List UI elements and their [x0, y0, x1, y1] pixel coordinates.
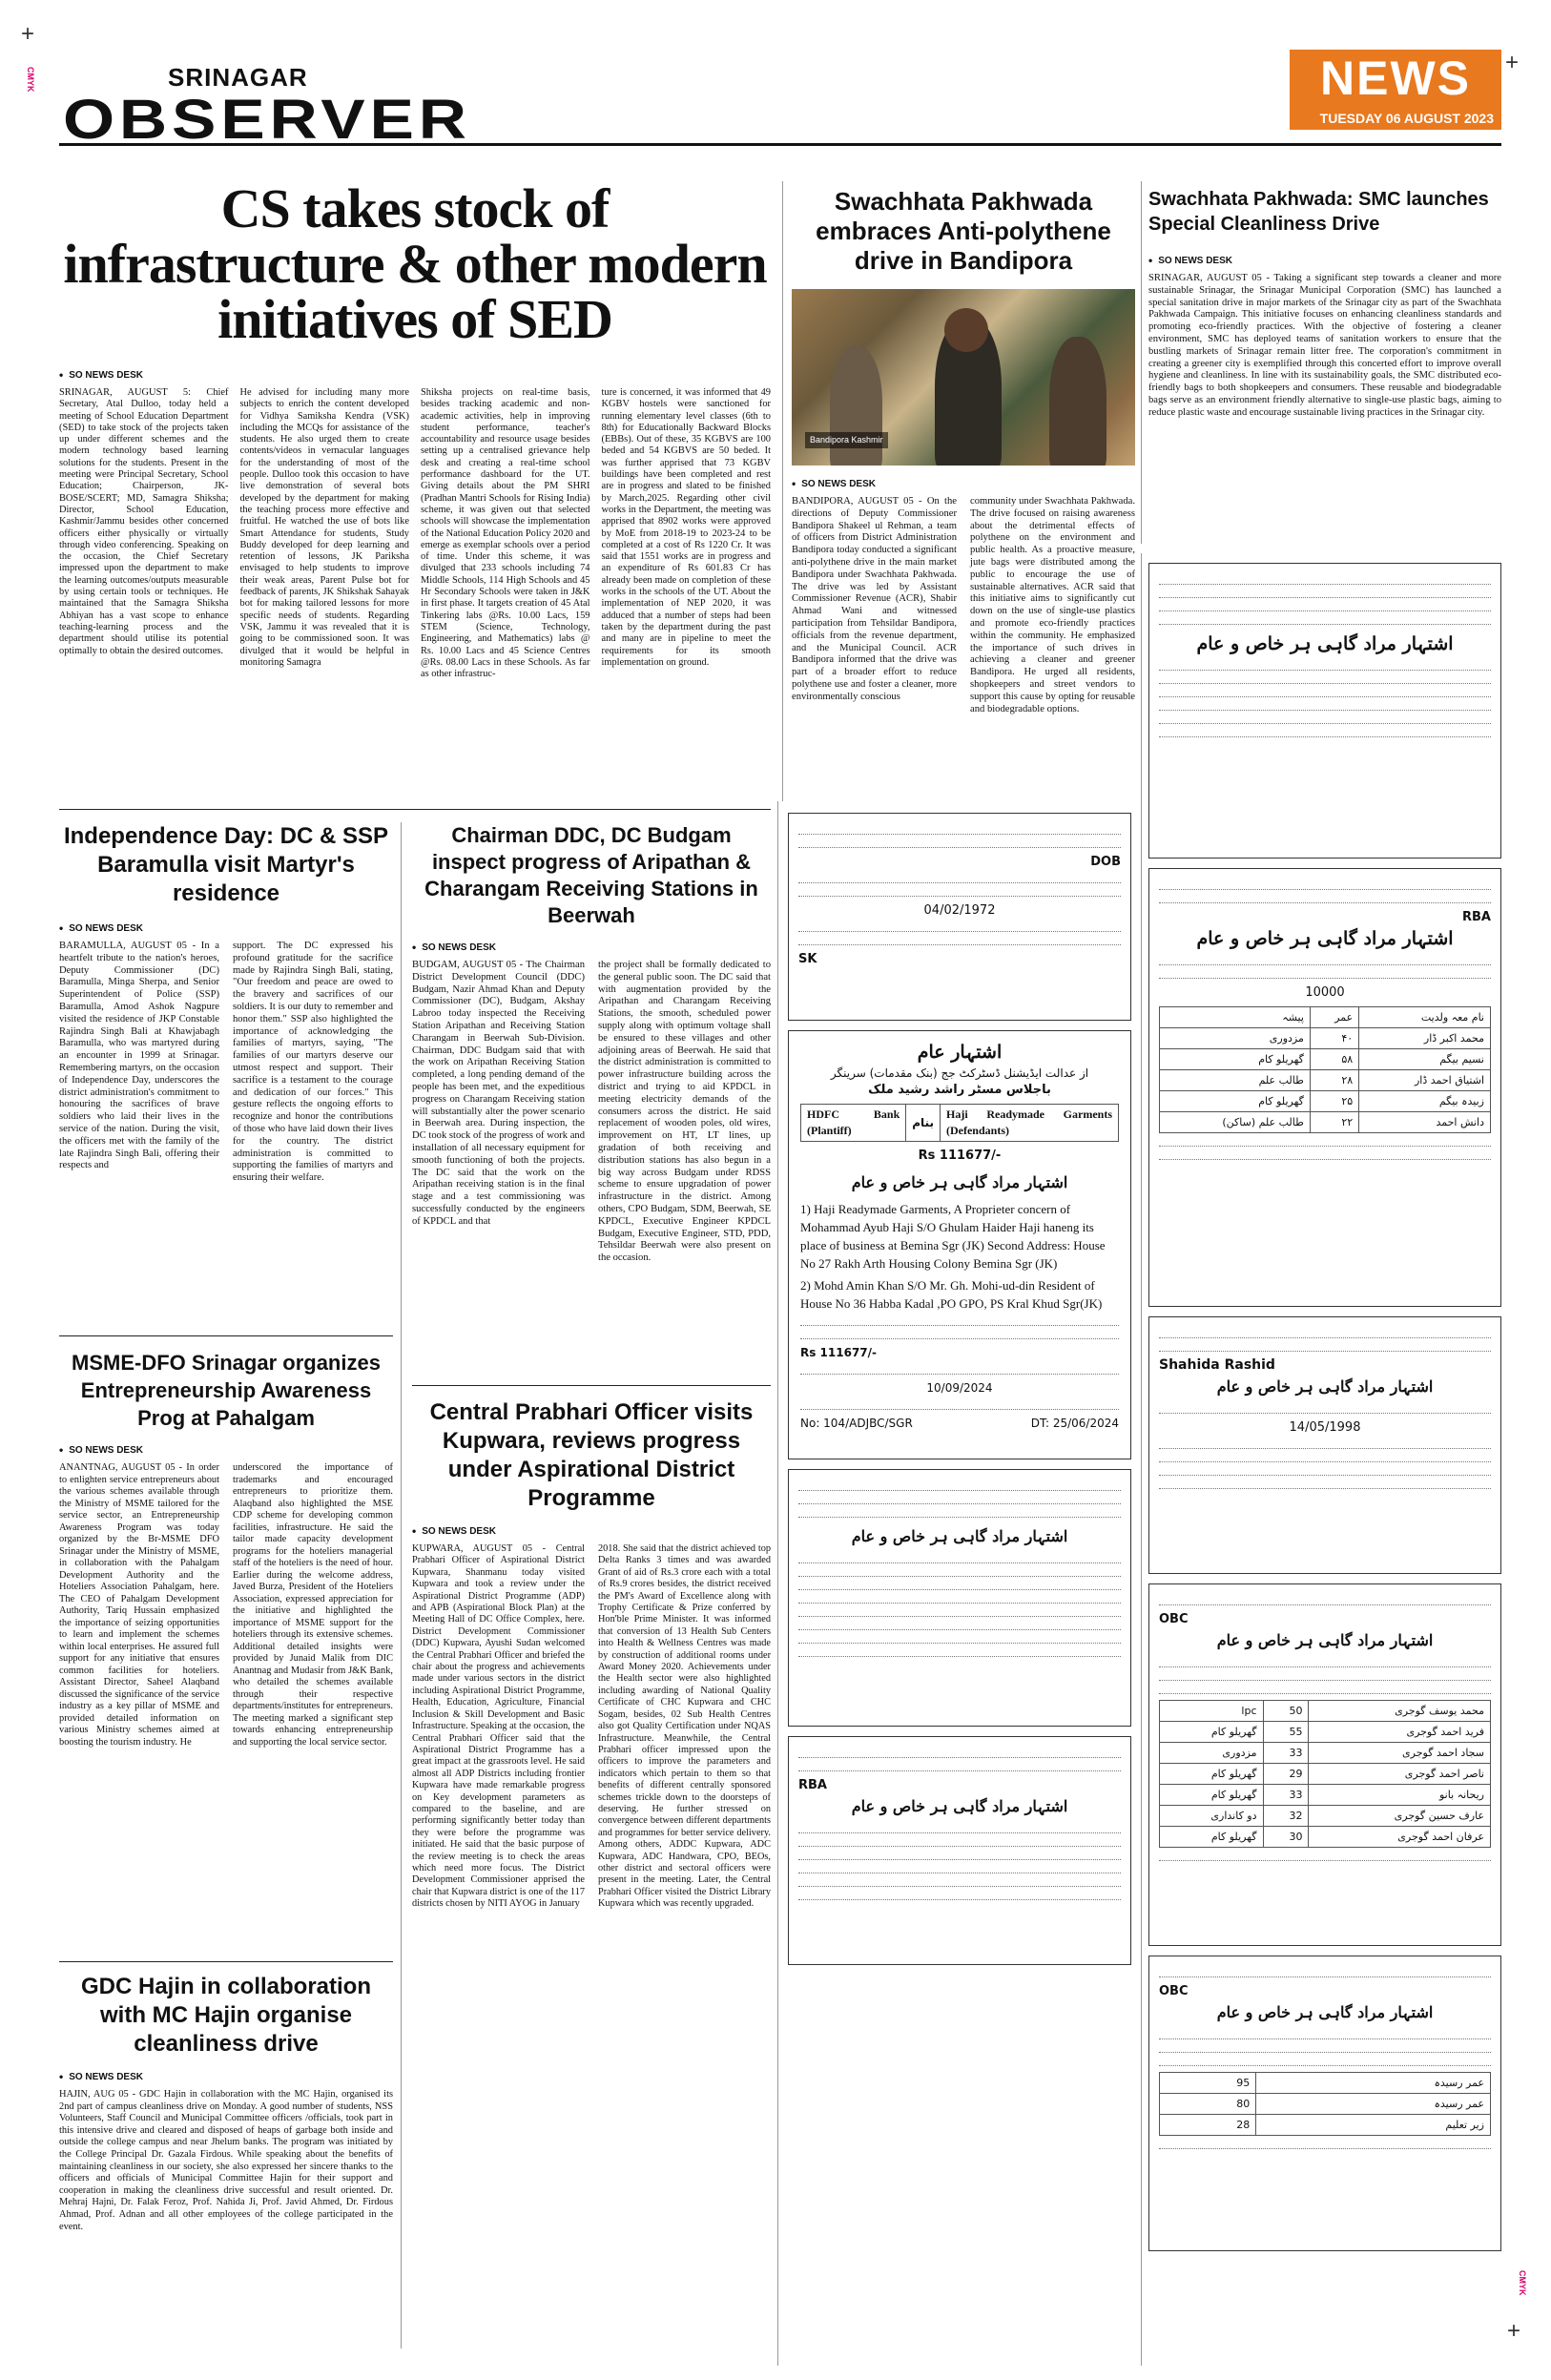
story-baramulla	[59, 822, 393, 1185]
notice-text-line	[1159, 2059, 1491, 2066]
applicant-name: Shahida Rashid	[1159, 1357, 1275, 1373]
cmyk-strip: CMYK	[1518, 2270, 1527, 2296]
table-cell: گھریلو کام	[1160, 1722, 1264, 1743]
headline: Chairman DDC, DC Budgam inspect progress of Aripathan & Charangam Receiving Stations in Beerwah	[424, 823, 758, 927]
column: SRINAGAR, AUGUST 5: Chief Secretary, Atal Dulloo, today held a meeting of School Education Department (SED) to take stock of the projects taken up under different schemes and the modern technology based learning solutions for the students. Present in the meeting were Principal Secretary, School Education; Chairperson, JK-BOSE/SCERT; MD, Samagra Shiksha; Director, School Education, Kashmir/Jammu besides other concerned officers either physically or virtually through video conferencing. Speaking on the occasion, the Chief Secretary impressed upon the department to make the learning outcomes/outputs measurable by using certain tools or techniques. He maintained that the Samagra Shiksha Abhiyan has a vast scope to enhance teaching-learning process and the department should utilise its potential optimally to obtain the desired outcomes.	[59, 387, 229, 656]
divider	[777, 801, 778, 2366]
notice-text-line	[798, 889, 1121, 897]
notice-text-line	[798, 1826, 1121, 1833]
table-row	[1160, 1764, 1491, 1785]
notice-text-line	[1159, 716, 1491, 724]
column: KUPWARA, AUGUST 05 - Central Prabhari Officer of Aspirational District Kupwara, Shanmanu today visited Kupwara and took a review under the Aspirational District Programme (ADP) and APB (Aspirational Block Plan) at the Meeting Hall of DC Office Complex, here. District Development Commissioner (DDC) Kupwara, Ayushi Sudan welcomed the Central Prabhari Officer and briefed the chair about the progress and achievements made under various sectors in the district including Aspirational District Programme, Health, Education, Agriculture, Financial Inclusion & Skill Development and Basic Infrastructure. Speaking at the occasion, the Central Prabhari Officer said that the Aspirational District Programme has a great impact at the grassroots level. He said almost all ADP Districts including frontier Kupwara have made remarkable progress on Key development parameters as compared to the baseline, and are performing significantly better today than they were before the programme was initiated. He said that the basic purpose of the review meeting is to check the areas which need more focus. The District Development Commissioner apprised the chair that Kupwara district is one of the 117 districts chosen by NITI AYOG in January	[412, 1543, 585, 1910]
table-row	[1160, 2094, 1491, 2115]
story-body	[59, 387, 771, 680]
notice-text-line	[798, 1866, 1121, 1873]
notice-text-line	[1159, 617, 1491, 625]
table-cell: نام معہ ولدیت	[1359, 1007, 1491, 1028]
table-cell: گھریلو کام	[1160, 1785, 1264, 1806]
party-2: 2) Mohd Amin Khan S/O Mr. Gh. Mohi-ud-din Resident of House No 36 Habba Kadal ,PO GPO, PS Kral Khud Sgr(JK)	[800, 1278, 1103, 1311]
notice-text-line	[1159, 1441, 1491, 1449]
table-row	[1160, 1112, 1491, 1133]
registration-mark: +	[21, 21, 35, 47]
notice-text-line	[798, 1764, 1121, 1771]
notice-box	[1148, 563, 1501, 859]
story-smc	[1148, 187, 1501, 420]
table-cell: 80	[1160, 2094, 1256, 2115]
table-row	[1160, 1701, 1491, 1722]
masthead-small: SRINAGAR	[168, 63, 308, 92]
column: ture is concerned, it was informed that 49 KGBV hostels were sanctioned for running elementary level classes (6th to 8th) for Educationally Backward Blocks (EBBs). Out of these, 35 KGBVS are 100 beded and 54 KGBVS are 50 beded. It was further apprised that 73 KGBV buildings have been completed and rest are in progress and slated to be finished by March,2025. Regarding other civil works in the Department, the meeting was apprised that 8902 works were approved by MoE from 2018-19 to 2023-24 to be completed at a cost of Rs 1220 Cr. It was said that 1551 works are in progress and an expenditure of Rs 601.83 Cr has already been made on completion of these works in the schools of the UT. About the implementation of NEP 2020, it was adduced that a number of steps had been taken by the department during the past and many are in pipeline to meet the requirements for its smooth implementation on ground.	[601, 387, 771, 668]
notice-text-line	[798, 1649, 1121, 1657]
byline-text: • SO NEWS DESK	[69, 922, 143, 934]
table-cell: زبیدہ بیگم	[1359, 1091, 1491, 1112]
table-cell: 55	[1263, 1722, 1309, 1743]
column: Shiksha projects on real-time basis, besides tracking academic and non-academic activities, help in improving student performance, teacher's accountability and resource usage besides setting up a centralised grievance help desk and creating a real-time school performance dashboard for the UT. Giving details about the PM SHRI (Pradhan Mantri Schools for Rising India) scheme, it was given out that selected schools will showcase the implementation of the National Education Policy 2020 and emerge as exemplar schools over a period of time. Under this scheme, it was divulged that 233 schools including 74 Middle Schools, 114 High Schools and 45 Hr Secondary Schools were taken in J&K in first phase. It targets creation of 45 Atal Tinkering labs @Rs. 10.00 Lacs, 159 STEM (Science, Technology, Engineering, and Mathematics) labs @ Rs. 10.00 Lacs and 45 Science Centres @Rs. 08.00 Lacs in these Schools. As far as other infrastruc-	[421, 387, 590, 680]
case-footer	[800, 1416, 1119, 1432]
notice-text-line	[800, 1367, 1119, 1375]
table-cell: 28	[1160, 2115, 1256, 2136]
headline: Central Prabhari Officer visits Kupwara, reviews progress under Aspirational District Programme	[429, 1399, 754, 1511]
notice-text-line	[1159, 577, 1491, 585]
column: support. The DC expressed his profound gratitude for the sacrifice made by Rajindra Singh Bali, stating, "Our freedom and peace are owed to the bravery and sacrifices of our soldiers. It is our duty to remember and honor them." SSP also highlighted the importance of acknowledging the families of martyrs, saying, "The families of our martyrs deserve our utmost respect and support. Their sacrifice is a testament to the courage and dedication of our forces." This gesture reflects the ongoing efforts to recognize and honor the contributions of those who have laid down their lives for the country. The district administration is committed to supporting the families of martyrs and ensuring their welfare.	[233, 941, 393, 1184]
notice-text-line	[1159, 2142, 1491, 2149]
table-cell: ۲۸	[1310, 1070, 1358, 1091]
claim-amount: Rs 111677/-	[918, 1149, 1002, 1163]
table-cell: 33	[1263, 1785, 1309, 1806]
notice-text-line	[1159, 1139, 1491, 1147]
notice-box	[788, 813, 1131, 1021]
notice-text-line	[1159, 1660, 1491, 1667]
table-row	[1160, 1049, 1491, 1070]
notice-text-line	[798, 1583, 1121, 1590]
rule	[59, 1961, 393, 1962]
byline	[59, 1443, 393, 1457]
table-cell: 29	[1263, 1764, 1309, 1785]
case-date: DT: 25/06/2024	[1030, 1417, 1119, 1430]
table-row	[1160, 2073, 1491, 2094]
byline	[412, 941, 771, 954]
table-cell: 95	[1160, 2073, 1256, 2094]
obc-label: OBC	[1159, 1984, 1189, 1998]
rba-label: RBA	[1462, 910, 1491, 924]
notice-text-line	[1159, 2032, 1491, 2039]
notice-text-line	[1159, 1687, 1491, 1694]
column: BANDIPORA, AUGUST 05 - On the directions of Deputy Commissioner Bandipora Shakeel ul Rehman, a team of officers from District Administration Bandipora today conducted a significant anti-polythene drive in the main market Bandipora under Swachhata Pakhwada. The drive was led by Assistant Commissioner Revenue (ACR), Shabir Ahmad Wani and witnessed participation from Tehsildar Bandipora, officials from the revenue department, and the Municipal Council. ACR Bandipora informed that the drive was part of a broader effort to reduce polythene use and foster a cleaner, more environmentally conscious	[792, 496, 957, 702]
notice-text-line	[798, 1497, 1121, 1504]
column: community under Swachhata Pakhwada. The drive focused on raising awareness about the detrimental effects of polythene on the environment and public health. As a proactive measure, jute bags were distributed among the public to encourage the use of sustainable alternatives. ACR said that this initiative aims to significantly cut down on the use of single-use plastics and promote eco-friendly practices within the community. He emphasized the importance of such drives in achieving a cleaner and greener Bandipora. He urged all residents, shopkeepers and street vendors to support this cause by opting for reusable and biodegradable options.	[970, 496, 1135, 714]
case-number: No: 104/ADJBC/SGR	[800, 1417, 913, 1430]
story-cs	[59, 177, 771, 680]
notice-title: اشتہار مراد گاہی ہر خاص و عام	[1216, 1631, 1434, 1649]
section-header	[1290, 50, 1501, 130]
notice-text-line	[1159, 1331, 1491, 1338]
column: underscored the importance of trademarks and encouraged entrepreneurs to prioritize them. Alaqband also highlighted the MSE CDP scheme for developing common facilities, infrastructure. He said the tailor made capacity development programs for the hoteliers managerial staff of the hoteliers is the need of hour. Earlier during the welcome address, Javed Burza, President of the Hoteliers Association, expressed appreciation for the initiative and highlighted the importance of MSME support for the hoteliers through its extensive schemes. Additional detailed insights were provided by Junaid Malik from DIC Anantnag and Mudasir from J&K Bank, who detailed the schemes available through their respective departments/institutes for entrepreneurs. The meeting marked a significant step towards enhancing entrepreneurship and supporting the local service sector.	[233, 1462, 393, 1748]
table-cell: عارف حسین گوجری	[1309, 1806, 1491, 1827]
notice-text-line	[1159, 2045, 1491, 2053]
table-cell: گھریلو کام	[1160, 1091, 1311, 1112]
table-cell: عمر رسیدہ	[1256, 2073, 1491, 2094]
notice-title: اشتہار مراد گاہی ہر خاص و عام	[1196, 928, 1454, 949]
story-body	[59, 941, 393, 1185]
story-body	[792, 496, 1135, 715]
table-cell: طالب علم (ساکن)	[1160, 1112, 1311, 1133]
notice-title: اشتہار مراد گاہی ہر خاص و عام	[1216, 1377, 1434, 1396]
story-body: HAJIN, AUG 05 - GDC Hajin in collaboration with the MC Hajin, organised its 2nd part of campus cleanliness drive on Monday. A good number of students, NSS Volunteers, Staff Council and Municipal Committee officers /officials, took part in this intensive drive and cleared and disposed of heaps of garbage both inside and outside the college campus and near Jhelum banks. The program was initiated by the College Principal Dr. Gazala Firdous. While speaking about the benefits of maintaining cleanliness in our society, she also expressed her sincere thanks to the officers and officials of Municipal Committee Hajin for their support and cooperation in making the cleanliness drive successful and result oriented. Dr. Mehraj Hajni, Dr. Falak Feroz, Prof. Nahida Ji, Prof. Javid Ahmed, Dr. Firdous Ahmad, Prof. Adnan and all other employees of the college participated in the event.	[59, 2089, 393, 2232]
table-cell: مزدوری	[1160, 1028, 1311, 1049]
rule	[59, 809, 771, 810]
notice-box	[788, 1469, 1131, 1727]
story-msme	[59, 1349, 393, 1749]
byline-text: • SO NEWS DESK	[801, 478, 876, 489]
issue-date: TUESDAY 06 AUGUST 2023	[1290, 107, 1501, 130]
table-cell: ۲۲	[1310, 1112, 1358, 1133]
parties-table	[800, 1104, 1119, 1142]
notice-title: اشتہار مراد گاہی ہر خاص و عام	[851, 1797, 1068, 1815]
notice-text-line	[1159, 590, 1491, 598]
notice-text-line	[1159, 958, 1491, 965]
notice-text-line	[798, 924, 1121, 932]
family-table	[1159, 1700, 1491, 1848]
notice-text-line	[798, 1609, 1121, 1617]
notice-text-line	[1159, 1468, 1491, 1476]
notice-title: اشتہار مراد گاہی ہر خاص و عام	[851, 1527, 1068, 1545]
notice-text-line	[1159, 1970, 1491, 1977]
notice-text-line	[1159, 663, 1491, 671]
table-cell: سجاد احمد گوجری	[1309, 1743, 1491, 1764]
notice-title: اشتہار مراد گاہی ہر خاص و عام	[1216, 2003, 1434, 2021]
story-body: SRINAGAR, AUGUST 05 - Taking a significant step towards a cleaner and more sustainable Srinagar, the Srinagar Municipal Corporation (SMC) has launched a special sanitation drive in major markets of the Srinagar city as part of the Swachhata Pakhwada Campaign. This initiative focuses on enhancing cleanliness standards and promoting eco-friendly practices. With the objective of fostering a cleaner environment, SMC has deployed teams of sanitation workers to ensure that the bustling markets of Srinagar remain litter free. The corporation's commitment in creating a greener city is exemplified through this concerted effort to improve overall hygiene and cleanliness. In line with its sustainability goals, the SMC distributed eco-friendly bags to both shopkeepers and consumers. These reusable and biodegradable bags serve as an environment friendly alternative to single-use plastic bags, aiming to reduce plastic waste and encourage sustainable living practices in the Srinagar city.	[1148, 273, 1501, 418]
photo-caption: Bandipora Kashmir	[805, 432, 888, 448]
story-body	[412, 960, 771, 1265]
table-cell: ریحانہ بانو	[1309, 1785, 1491, 1806]
notice-text-line	[798, 1569, 1121, 1577]
notice-text-line	[798, 1636, 1121, 1644]
notice-text-line	[1159, 676, 1491, 684]
notice-text-line	[798, 1893, 1121, 1900]
divider	[1141, 181, 1142, 544]
story-budgam	[412, 822, 771, 1265]
table-cell: مزدوری	[1160, 1743, 1264, 1764]
table-row	[1160, 1785, 1491, 1806]
notice-text-line	[800, 1402, 1119, 1410]
divider	[782, 181, 783, 801]
notice-text-line	[1159, 1598, 1491, 1605]
notice-title: اشتہار مراد گاہی ہر خاص و عام	[1196, 633, 1454, 654]
dob-label: DOB	[1090, 855, 1121, 869]
column: the project shall be formally dedicated to the general public soon. The DC said that with augmentation provided by the Aripathan and Charangam Receiving Stations, the smooth, scheduled power supply along with optimum voltage shall be ensured to these villages and other adjoining areas of Beerwah. He said that the district administration is committed to power infrastructure building across the district and trying to aid KPDCL in meeting electricity demands of the consumers across the district. He said replacement of wooden poles, old wires, improvement on HT, LT lines, up gradation of both receiving and distribution stations has also begun in a big way across Budgam under RDSS scheme to ensure upgradation of power infrastructure in the district. Among others, CPO Budgam, SDM, Beerwah, SE KPDCL, Executive Engineer KPDCL Budgam, Executive Engineer, STD, PDD, Tehsildar Beerwah were also present on the occasion.	[598, 960, 771, 1264]
registration-mark-bottom: +	[1507, 2318, 1521, 2344]
table-cell: عرفان احمد گوجری	[1309, 1827, 1491, 1848]
headline: Independence Day: DC & SSP Baramulla visit Martyr's residence	[63, 823, 389, 906]
table-cell: ۴۰	[1310, 1028, 1358, 1049]
table-cell: طالب علم	[1160, 1070, 1311, 1091]
notice-text-line	[798, 1623, 1121, 1630]
table-cell: ۲۵	[1310, 1091, 1358, 1112]
notice-text-line	[798, 827, 1121, 835]
table-row	[1160, 1722, 1491, 1743]
story-kupwara	[412, 1398, 771, 1911]
notice-text-line	[798, 1852, 1121, 1860]
rule	[412, 1385, 771, 1386]
story-hajin	[59, 1973, 393, 2233]
divider	[401, 822, 402, 2349]
table-row	[1160, 2115, 1491, 2136]
notice-text-line	[1159, 703, 1491, 711]
story-photo	[792, 289, 1135, 466]
notice-text-line	[800, 1332, 1119, 1339]
column: He advised for including many more subjects to enrich the content developed for Vidhya Samiksha Kendra (VSK) including the MCQs for assistance of the students. He also urged them to create contents/videos in vernacular languages for the understanding of most of the people. Dulloo took this occasion to have live demonstration of several bots developed by the department for making the teaching process more effective and fruitful. He watched the use of bots like Smart Attendance for students, Study Buddy developed for deep learning and retention of lessons, JK Pariksha envisaged to help students to improve their weak areas, Parent Pulse bot for feedback of parents, JK Shikshak Sahayak bot for making tailored lessons for more specific needs of students. Regarding VSK, Jammu it was revealed that it is going to be commissioned soon. It was divulged that it would be helpful in monitoring Samagra	[239, 387, 409, 668]
byline	[59, 921, 393, 935]
sk-label: SK	[798, 952, 817, 966]
registration-mark-right: +	[1505, 50, 1520, 75]
dob-value: 04/02/1972	[923, 903, 996, 918]
table-row	[1160, 1806, 1491, 1827]
notice-text-line	[798, 1510, 1121, 1518]
story-body	[59, 1462, 393, 1749]
story-bandipora	[792, 187, 1135, 715]
notice-text-line	[798, 1596, 1121, 1604]
photo-face	[944, 308, 988, 352]
story-body	[412, 1543, 771, 1911]
table-cell: lpc	[1160, 1701, 1264, 1722]
table-row	[1160, 1028, 1491, 1049]
versus: بنام	[906, 1105, 941, 1142]
notice-text-line	[1159, 730, 1491, 737]
court-judge: باجلاس مسٹر راشد رشید ملک	[868, 1083, 1051, 1097]
table-row	[1160, 1091, 1491, 1112]
byline	[1148, 254, 1501, 267]
table-cell: 32	[1263, 1806, 1309, 1827]
divider	[1141, 553, 1142, 2366]
table-cell: ۵۸	[1310, 1049, 1358, 1070]
rule	[59, 1335, 393, 1336]
table-cell: محمد یوسف گوجری	[1309, 1701, 1491, 1722]
notice-text-line	[798, 1750, 1121, 1758]
masthead-rule	[59, 143, 1501, 146]
notice-text-line	[1159, 971, 1491, 979]
byline-text: • SO NEWS DESK	[422, 1525, 496, 1537]
notice-box	[1148, 1956, 1501, 2251]
notice-box	[788, 1736, 1131, 1965]
notice-text-line	[1159, 690, 1491, 697]
table-cell: 30	[1263, 1827, 1309, 1848]
table-cell: زیر تعلیم	[1256, 2115, 1491, 2136]
table-cell: اشتیاق احمد ڈار	[1359, 1070, 1491, 1091]
notice-text-line	[798, 876, 1121, 883]
column: BARAMULLA, AUGUST 05 - In a heartfelt tribute to the nation's heroes, Deputy Commissioner (DC) Baramulla, Minga Sherpa, and Senior Superintendent of Police (SSP) Baramulla, Amod Ashok Nagpure visited the residence of JKP Constable Rajindra Singh Bali at Khawjabagh Baramulla, who was martyred during an encounter in 1999 at Srinagar. Remembering martyrs, on the occasion of Independence Day, underscores the district administration's commitment to honouring the sacrifices of brave soldiers who laid their lives in the service of the nation. During the visit, the officers met with the family of the late Rajindra Singh Bali, offering their respects and	[59, 941, 219, 1171]
notice-box	[1148, 1316, 1501, 1574]
notice-box	[1148, 868, 1501, 1307]
table-cell: عمر	[1310, 1007, 1358, 1028]
column: 2018. She said that the district achieved top Delta Ranks 3 times and was awarded Grant of aid of Rs.3 crore each with a total of Rs.9 crores besides, the district received the PM's Award of Excellence along with Trophy Certificate & Prize conferred by Hon'ble Prime Minister. It was informed that conversion of 13 Health Sub Centers into Health & Wellness Centres was made by construction of additional rooms under Award Money 2020. Achievements under the Health sector were also highlighted including awarding of National Quality Certificate of CHC Kupwara and CHC Sogam, besides, 02 Sub Health Centres also got Quality Certification under NQAS Infrastructure. Meanwhile, the Central Prabhari officer impressed upon the officers to improve the parameters and indicators which pertain to them so that benefits of different centrally sponsored schemes trickle down to the doorsteps of deserving. He further stressed on convergence between different departments and programmes for better service delivery. Among others, ADDC Kupwara, ADC Kupwara, ADC Handwara, CPO, BEOs, other district and sectoral officers were present in the meeting. Later, the Central Prabhari Officer visited the District Library Kupwara which was recently upgraded.	[598, 1543, 771, 1910]
notice-text-line	[798, 840, 1121, 848]
party-1: 1) Haji Readymade Garments, A Proprieter concern of Mohammad Ayub Haji S/O Ghulam Haider Haji haneng its place of business at Bemina Sgr (JK) Second Address: House No 27 Rakh Arth Housing Colony Bemina Sgr (JK)	[800, 1202, 1106, 1271]
photo-figure	[1049, 337, 1106, 466]
headline: MSME-DFO Srinagar organizes Entrepreneurship Awareness Prog at Pahalgam	[72, 1351, 381, 1430]
headline: CS takes stock of infrastructure & other modern initiatives of SED	[63, 177, 767, 350]
headline: GDC Hajin in collaboration with MC Hajin organise cleanliness drive	[80, 1974, 372, 2057]
hearing-date: 10/09/2024	[926, 1381, 993, 1395]
table-row	[1160, 1007, 1491, 1028]
table-row	[1160, 1743, 1491, 1764]
notice-text-line	[1159, 1406, 1491, 1414]
notice-text-line	[798, 938, 1121, 945]
byline-text: • SO NEWS DESK	[1158, 255, 1232, 266]
obc-label: OBC	[1159, 1612, 1189, 1626]
plaintiff: HDFC Bank (Plantiff)	[801, 1105, 906, 1142]
byline	[59, 368, 771, 382]
byline	[792, 477, 1135, 490]
byline-text: • SO NEWS DESK	[69, 1444, 143, 1456]
table-row	[1160, 1827, 1491, 1848]
table-row	[1160, 1070, 1491, 1091]
notice-text-line	[798, 1839, 1121, 1847]
table-cell: 50	[1263, 1701, 1309, 1722]
table-cell: ناصر احمد گوجری	[1309, 1764, 1491, 1785]
notice-text-line	[1159, 882, 1491, 890]
court-sub: از عدالت ایڈیشنل ڈسٹرکٹ جج (بنک مقدمات) سرینگر	[830, 1066, 1089, 1080]
table-cell: پیشہ	[1160, 1007, 1311, 1028]
notice-text-line	[1159, 1853, 1491, 1861]
notice-title: اشتہار مراد گاہی ہر خاص و عام	[851, 1173, 1068, 1191]
table-cell: گھریلو کام	[1160, 1049, 1311, 1070]
table-cell: گھریلو کام	[1160, 1827, 1264, 1848]
column: BUDGAM, AUGUST 05 - The Chairman District Development Council (DDC) Budgam, Nazir Ahmad Khan and Deputy Commissioner (DC), Budgam, Akshay Labroo today inspected the Receiving Station Aripathan and Receiving Station Charangam in Beerwah Sub-Division. Chairman, DDC Budgam said that with the work on Aripathan Receiving Station completed, a long pending demand of the people has been met, and the expeditious progress on Charangam Receiving station will substantially alter the power scenario in Beerwah area. During inspection, the DC took stock of the progress of work and installation of all necessary equipment for smooth functioning of both the projects. The DC said that the work on the Aripathan receiving station is in the final stage and a test commissioning was successfully conducted by the engineers of KPDCL and that	[412, 960, 585, 1227]
section-label	[1290, 50, 1501, 107]
table-cell: فرید احمد گوجری	[1309, 1722, 1491, 1743]
notice-box	[1148, 1583, 1501, 1946]
fee-amount: 10000	[1305, 985, 1345, 1000]
headline: Swachhata Pakhwada embraces Anti-polythene drive in Bandipora	[816, 187, 1111, 275]
column: ANANTNAG, AUGUST 05 - In order to enlighten service entrepreneurs about the various schemes available through the Ministry of MSME tailored for the service sector, an Entrepreneurship Awareness Program was today organized by the Br-MSME DFO Srinagar under the Ministry of MSME, in collaboration with the Pahalgam Development Authority and the Hoteliers Association Pahalgam, here. The CEO of Pahalgam Development Authority, Tariq Hussain emphasized the importance of seizing opportunities to learn and implement the schemes within local enterprises. He assured full support for any initiative that ensures common facilities for hoteliers. Assistant Director, Saheel Alaqband discussed the significance of the service industry as a key pillar of MSME and provided detailed information on various Ministry schemes aimed at boosting the tourism industry. He	[59, 1462, 219, 1748]
notice-text-line	[1159, 604, 1491, 611]
byline-text: • SO NEWS DESK	[69, 369, 143, 381]
byline	[412, 1524, 771, 1538]
notice-text-line	[1159, 896, 1491, 903]
byline-text: • SO NEWS DESK	[422, 942, 496, 953]
masthead	[63, 63, 471, 151]
family-table	[1159, 2072, 1491, 2136]
notice-text-line	[1159, 1455, 1491, 1462]
table-cell: 33	[1263, 1743, 1309, 1764]
cmyk-strip: CMYK	[26, 67, 35, 93]
notice-text-line	[1159, 1481, 1491, 1489]
table-cell: نسیم بیگم	[1359, 1049, 1491, 1070]
notice-text-line	[1159, 1152, 1491, 1160]
byline	[59, 2070, 393, 2083]
table-cell: گھریلو کام	[1160, 1764, 1264, 1785]
table-cell: محمد اکبر ڈار	[1359, 1028, 1491, 1049]
section-label-text: NEWS	[1320, 52, 1471, 105]
notice-title: اشتہار عام	[917, 1042, 1003, 1063]
notice-text-line	[798, 1556, 1121, 1563]
court-notice	[788, 1030, 1131, 1459]
table-cell: عمر رسیدہ	[1256, 2094, 1491, 2115]
headline: Swachhata Pakhwada: SMC launches Special Cleanliness Drive	[1148, 189, 1489, 235]
notice-text-line	[798, 1879, 1121, 1887]
family-table	[1159, 1006, 1491, 1133]
notice-text-line	[798, 1483, 1121, 1491]
rba-label: RBA	[798, 1778, 827, 1792]
defendant: Haji Readymade Garments (Defendants)	[940, 1105, 1118, 1142]
notice-amount: Rs 111677/-	[800, 1346, 878, 1359]
notice-text-line	[800, 1318, 1119, 1326]
byline-text: • SO NEWS DESK	[69, 2071, 143, 2082]
masthead-big: OBSERVER	[63, 89, 471, 151]
birth-date: 14/05/1998	[1289, 1420, 1361, 1435]
table-cell: دو کانداری	[1160, 1806, 1264, 1827]
table-cell: دانش احمد	[1359, 1112, 1491, 1133]
notice-text-line	[1159, 1673, 1491, 1681]
notice-text-line	[1159, 1344, 1491, 1352]
